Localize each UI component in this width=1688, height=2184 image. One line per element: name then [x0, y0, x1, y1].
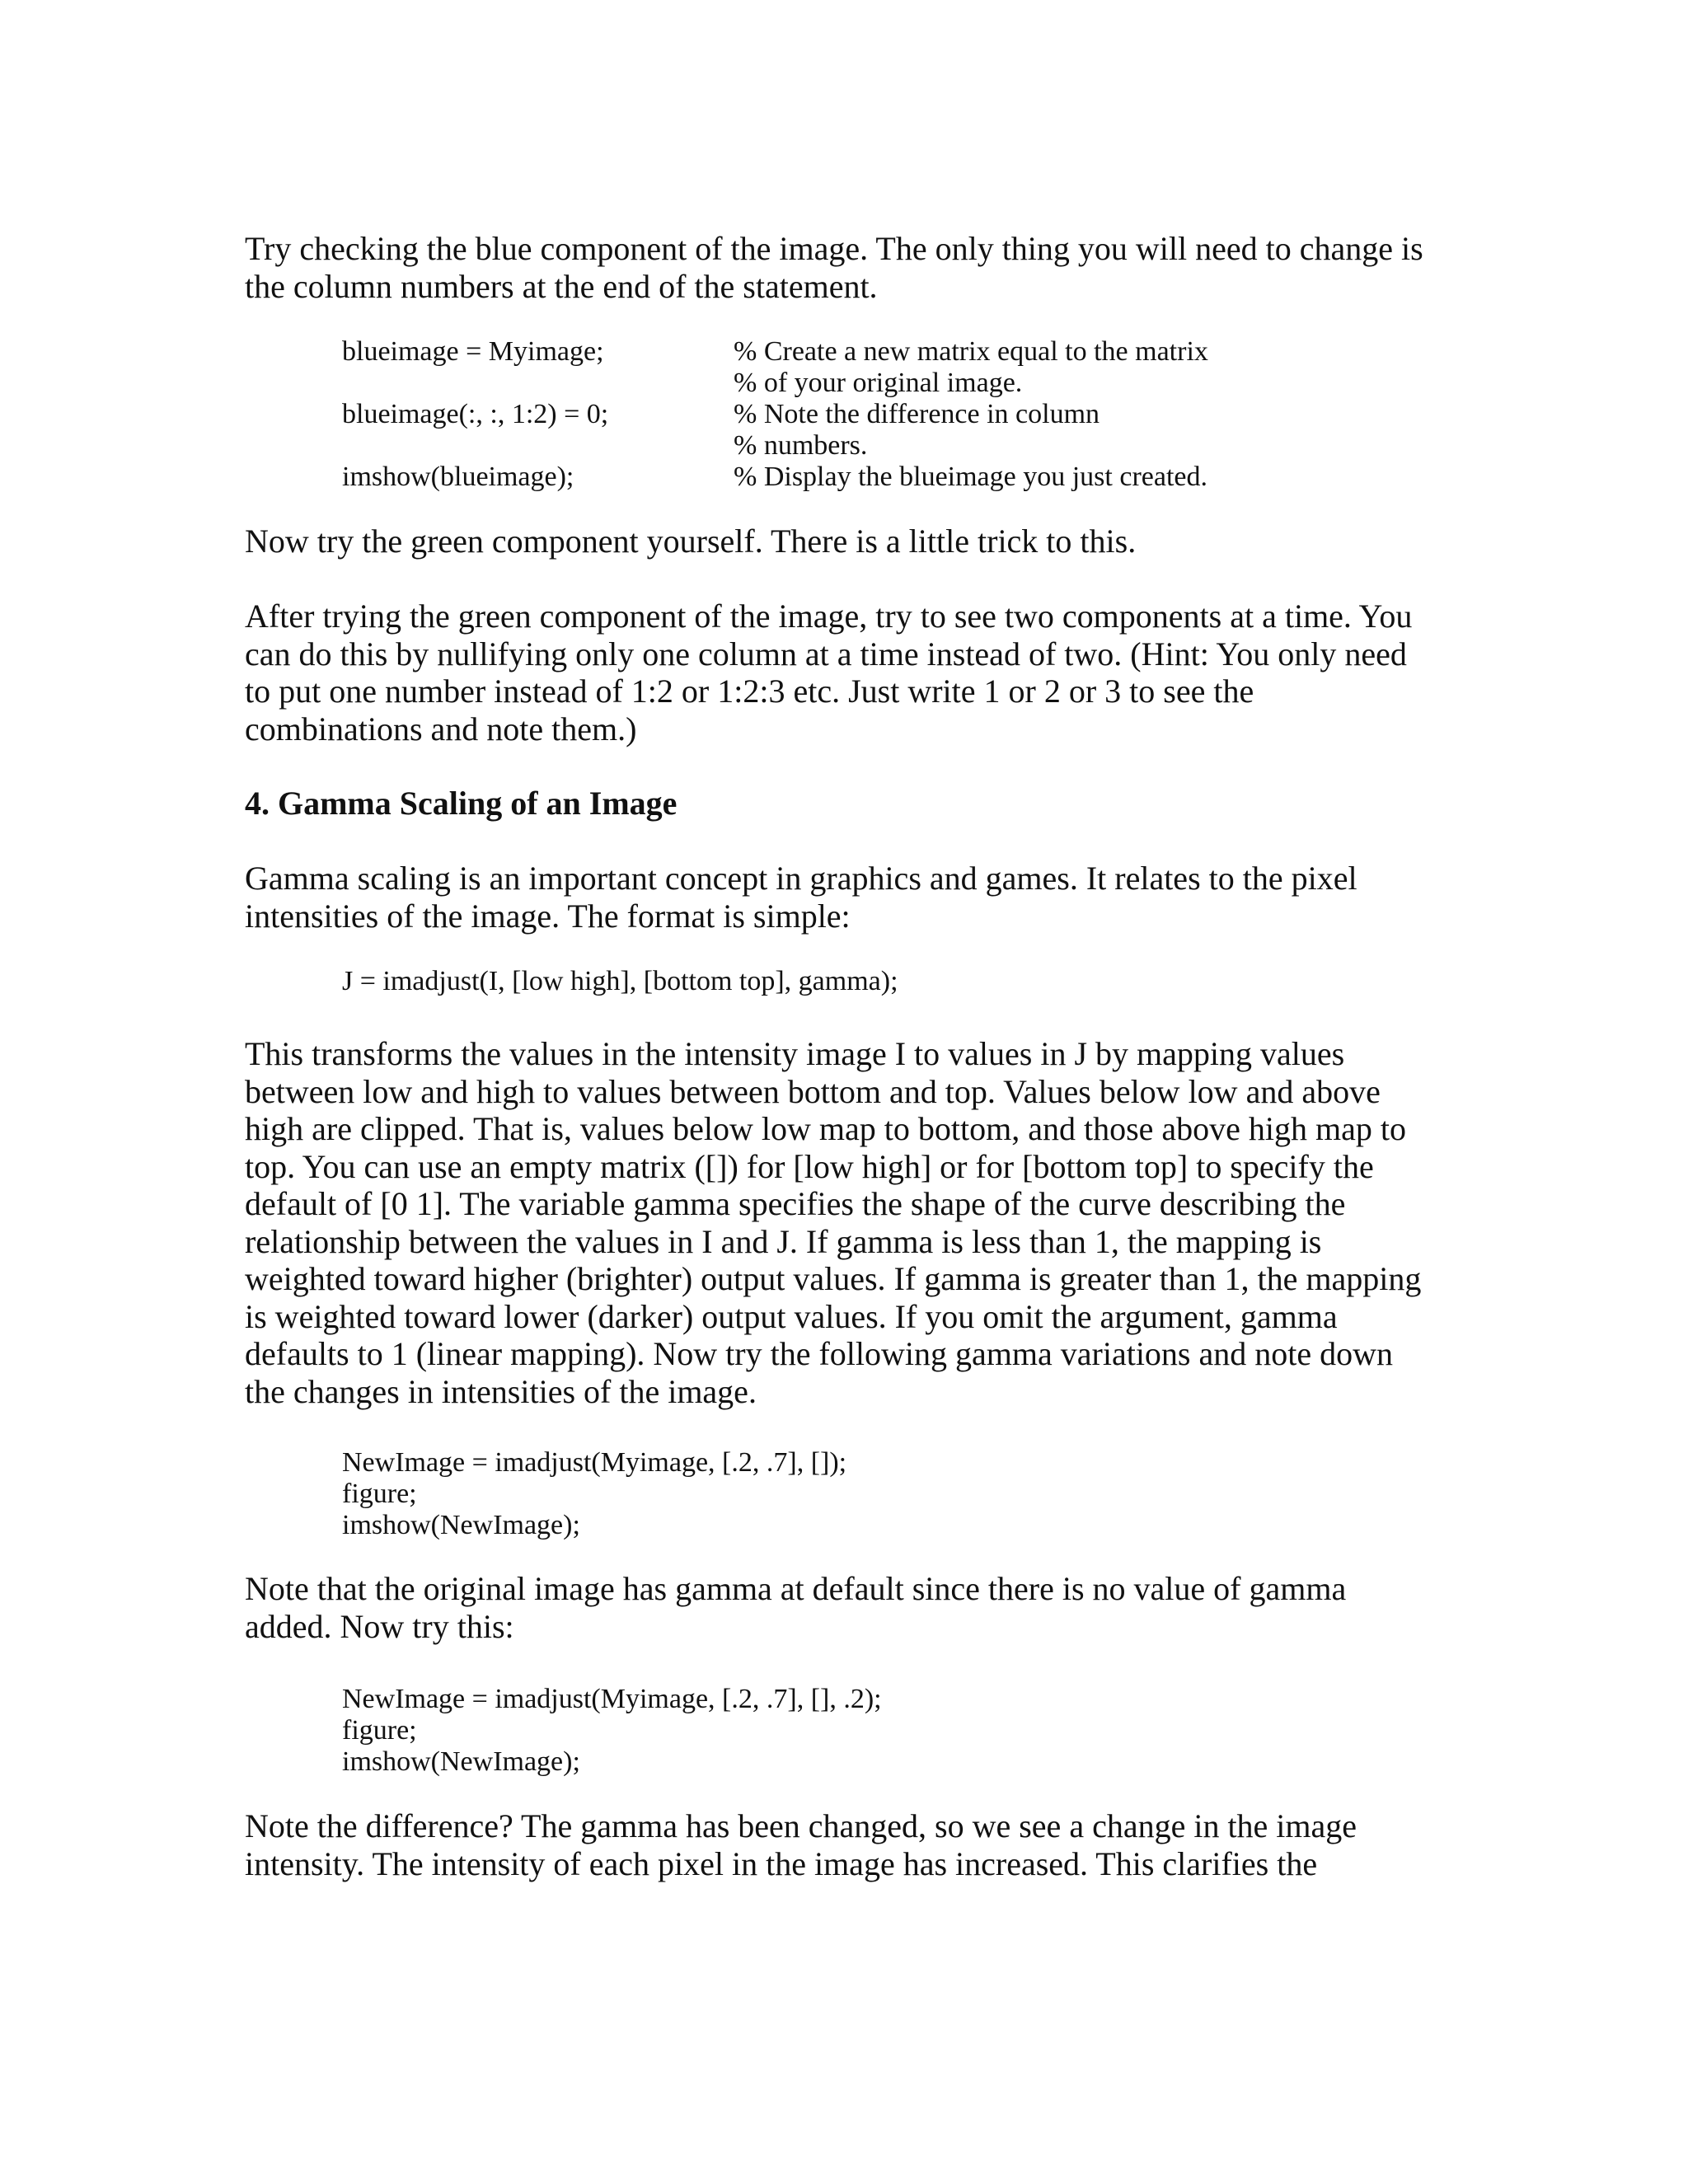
imadjust-format-code: [342, 966, 898, 997]
code-comment: % numbers.: [734, 430, 868, 461]
text-line: defaults to 1 (linear mapping). Now try the following gamma variations and note down: [245, 1335, 1394, 1372]
section-heading: 4. Gamma Scaling of an Image: [245, 785, 678, 822]
blue-code-statements: [342, 336, 608, 493]
combination-paragraph: [245, 598, 1448, 748]
text-line: default of [0 1]. The variable gamma specifies the shape of the curve describing the: [245, 1185, 1346, 1222]
text-line: Note that the original image has gamma at default since there is no value of gamma: [245, 1570, 1347, 1607]
code-line: blueimage(:, :, 1:2) = 0;: [342, 399, 609, 429]
text-line: high are clipped. That is, values below low map to bottom, and those above high map to: [245, 1110, 1406, 1147]
code-comment: % Note the difference in column: [734, 399, 1100, 429]
text-line: intensity. The intensity of each pixel in the image has increased. This clarifies the: [245, 1844, 1318, 1882]
text-line: intensities of the image. The format is simple:: [245, 897, 851, 935]
blue-code-comments: [734, 336, 1208, 493]
code-line: figure;: [342, 1715, 417, 1746]
green-paragraph: [245, 523, 1448, 560]
code-comment: % Display the blueimage you just created.: [734, 462, 1207, 492]
code-line: blueimage = Myimage;: [342, 336, 604, 367]
closing-paragraph: [245, 1807, 1448, 1882]
text-line: to put one number instead of 1:2 or 1:2:3 etc. Just write 1 or 2 or 3 to see the: [245, 673, 1254, 710]
code-comment: % Create a new matrix equal to the matrix: [734, 336, 1208, 367]
code-line: imshow(NewImage);: [342, 1510, 580, 1540]
text-line: can do this by nullifying only one column at a time instead of two. (Hint: You only need: [245, 635, 1407, 673]
text-line: the column numbers at the end of the statement.: [245, 267, 878, 305]
text-line: between low and high to values between bottom and top. Values below low and above: [245, 1072, 1381, 1110]
code-line: NewImage = imadjust(Myimage, [.2, .7], [], .2);: [342, 1684, 882, 1714]
gamma-intro-paragraph: [245, 860, 1448, 935]
text-line: Now try the green component yourself. There is a little trick to this.: [245, 523, 1137, 560]
text-line: Try checking the blue component of the image. The only thing you will need to change is: [245, 230, 1423, 267]
text-line: Gamma scaling is an important concept in graphics and games. It relates to the pixel: [245, 860, 1357, 897]
text-line: is weighted toward lower (darker) output values. If you omit the argument, gamma: [245, 1297, 1338, 1335]
text-line: Note the difference? The gamma has been changed, so we see a change in the image: [245, 1807, 1357, 1844]
intro-paragraph: [245, 230, 1448, 305]
code-line: [342, 430, 608, 462]
code-line: NewImage = imadjust(Myimage, [.2, .7], []);: [342, 1447, 847, 1478]
code-line: imshow(NewImage);: [342, 1746, 580, 1777]
text-line: the changes in intensities of the image.: [245, 1372, 757, 1410]
code-line: J = imadjust(I, [low high], [bottom top], gamma);: [342, 966, 898, 996]
text-line: After trying the green component of the image, try to see two components at a time. You: [245, 598, 1413, 635]
code-line: imshow(blueimage);: [342, 462, 574, 492]
text-line: weighted toward higher (brighter) output values. If gamma is greater than 1, the mapping: [245, 1260, 1422, 1297]
text-line: combinations and note them.): [245, 710, 637, 748]
code-example-2: [342, 1684, 882, 1778]
code-example-1: [342, 1447, 846, 1541]
text-line: relationship between the values in I and J. If gamma is less than 1, the mapping is: [245, 1222, 1322, 1260]
code-line: [342, 368, 608, 399]
note-paragraph: [245, 1570, 1448, 1645]
text-line: added. Now try this:: [245, 1607, 514, 1645]
text-line: This transforms the values in the intensity image I to values in J by mapping values: [245, 1035, 1345, 1072]
text-line: top. You can use an empty matrix ([]) for [low high] or for [bottom top] to specify the: [245, 1147, 1374, 1185]
code-line: figure;: [342, 1479, 417, 1509]
code-comment: % of your original image.: [734, 368, 1023, 398]
explanation-paragraph: [245, 1035, 1448, 1410]
